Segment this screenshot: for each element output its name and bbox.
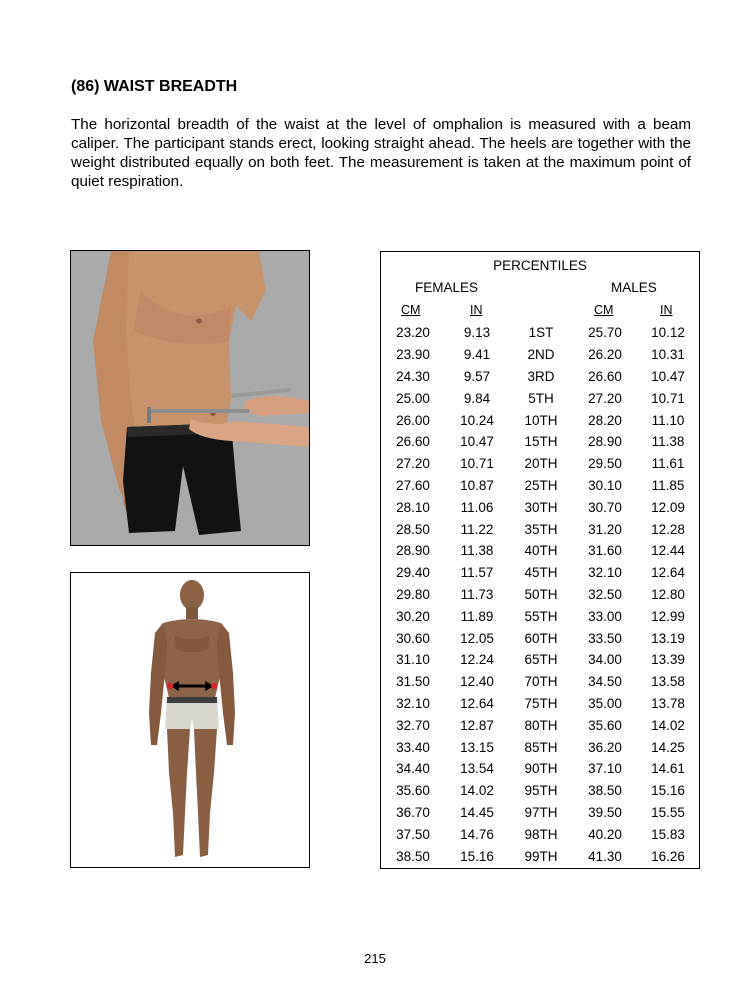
male-in-cell: 10.31 <box>651 347 685 363</box>
percentile-cell: 75TH <box>524 695 558 711</box>
female-in-cell: 11.38 <box>460 543 494 559</box>
male-in-cell: 11.38 <box>651 434 685 450</box>
female-in-cell: 12.64 <box>460 695 494 711</box>
percentile-cell: 15TH <box>524 434 558 450</box>
male-in-cell: 14.02 <box>651 717 685 733</box>
percentile-cell: 65TH <box>524 652 558 668</box>
male-in-cell: 10.47 <box>651 368 685 384</box>
male-cm-header: CM <box>594 303 614 317</box>
female-in-cell: 14.76 <box>460 826 494 842</box>
male-cm-cell: 36.20 <box>588 739 622 755</box>
percentile-cell: 25TH <box>524 477 558 493</box>
table-row <box>381 562 699 584</box>
male-cm-cell: 30.10 <box>588 477 622 493</box>
males-header: MALES <box>611 280 657 295</box>
female-cm-cell: 28.50 <box>396 521 430 537</box>
female-cm-header: CM <box>401 303 421 317</box>
male-in-cell: 13.58 <box>651 674 685 690</box>
female-cm-cell: 25.00 <box>396 390 430 406</box>
male-in-cell: 10.71 <box>651 390 685 406</box>
female-cm-cell: 23.20 <box>396 325 430 341</box>
female-cm-cell: 28.10 <box>396 499 430 515</box>
male-cm-cell: 32.50 <box>588 586 622 602</box>
male-cm-cell: 26.20 <box>588 347 622 363</box>
female-in-cell: 10.47 <box>460 434 494 450</box>
female-cm-cell: 24.30 <box>396 368 430 384</box>
male-cm-cell: 34.00 <box>588 652 622 668</box>
table-row <box>381 627 699 649</box>
male-cm-cell: 37.10 <box>588 761 622 777</box>
percentile-cell: 35TH <box>524 521 558 537</box>
male-in-cell: 15.16 <box>651 783 685 799</box>
male-in-cell: 13.19 <box>651 630 685 646</box>
male-in-cell: 12.64 <box>651 565 685 581</box>
female-cm-cell: 26.00 <box>396 412 430 428</box>
male-cm-cell: 28.90 <box>588 434 622 450</box>
table-row <box>381 845 699 867</box>
percentile-cell: 60TH <box>524 630 558 646</box>
female-in-cell: 10.87 <box>460 477 494 493</box>
female-cm-cell: 27.20 <box>396 456 430 472</box>
percentile-cell: 80TH <box>524 717 558 733</box>
page-number: 215 <box>364 951 386 966</box>
male-in-cell: 16.26 <box>651 848 685 864</box>
table-row <box>381 780 699 802</box>
table-row <box>381 431 699 453</box>
male-in-cell: 11.61 <box>651 456 685 472</box>
female-in-cell: 9.41 <box>463 347 491 363</box>
male-cm-cell: 30.70 <box>588 499 622 515</box>
table-row <box>381 693 699 715</box>
female-in-cell: 9.57 <box>463 368 491 384</box>
male-in-cell: 15.55 <box>651 804 685 820</box>
female-in-cell: 10.71 <box>460 456 494 472</box>
male-in-cell: 11.10 <box>651 412 685 428</box>
figure-illustration <box>70 572 310 868</box>
male-cm-cell: 27.20 <box>588 390 622 406</box>
female-in-cell: 11.06 <box>460 499 494 515</box>
table-row <box>381 605 699 627</box>
female-in-cell: 13.15 <box>460 739 494 755</box>
male-in-cell: 12.09 <box>651 499 685 515</box>
female-in-cell: 11.57 <box>460 565 494 581</box>
female-in-cell: 12.87 <box>460 717 494 733</box>
table-row <box>381 714 699 736</box>
male-in-cell: 12.80 <box>651 586 685 602</box>
female-cm-cell: 31.10 <box>396 652 430 668</box>
male-in-cell: 12.44 <box>651 543 685 559</box>
male-in-cell: 15.83 <box>651 826 685 842</box>
male-cm-cell: 25.70 <box>588 325 622 341</box>
male-in-header: IN <box>660 303 673 317</box>
male-in-cell: 14.25 <box>651 739 685 755</box>
male-cm-cell: 40.20 <box>588 826 622 842</box>
male-cm-cell: 28.20 <box>588 412 622 428</box>
male-in-cell: 10.12 <box>651 325 685 341</box>
measurement-photo <box>70 250 310 546</box>
percentile-cell: 3RD <box>527 368 555 384</box>
male-cm-cell: 35.00 <box>588 695 622 711</box>
percentile-cell: 30TH <box>524 499 558 515</box>
percentile-cell: 95TH <box>524 783 558 799</box>
measurement-description: The horizontal breadth of the waist at the level of omphalion is measured with a beam caliper. The participant stands erect, looking straight ahead. The heels are together with the weight distributed equally on both feet. The measurement is taken at the maximum point of quiet respiration. <box>71 116 691 190</box>
percentile-table <box>380 251 700 869</box>
female-cm-cell: 33.40 <box>396 739 430 755</box>
percentile-cell: 55TH <box>524 608 558 624</box>
percentile-cell: 45TH <box>524 565 558 581</box>
percentile-cell: 50TH <box>524 586 558 602</box>
table-row <box>381 758 699 780</box>
female-in-cell: 9.84 <box>463 390 491 406</box>
female-cm-cell: 34.40 <box>396 761 430 777</box>
female-in-cell: 14.45 <box>460 804 494 820</box>
table-row <box>381 366 699 388</box>
female-in-cell: 12.05 <box>460 630 494 646</box>
percentile-cell: 5TH <box>528 390 554 406</box>
female-in-cell: 11.89 <box>460 608 494 624</box>
female-cm-cell: 31.50 <box>396 674 430 690</box>
female-in-cell: 12.40 <box>460 674 494 690</box>
male-cm-cell: 32.10 <box>588 565 622 581</box>
table-row <box>381 409 699 431</box>
male-in-cell: 13.39 <box>651 652 685 668</box>
females-header: FEMALES <box>415 280 479 295</box>
female-cm-cell: 27.60 <box>396 477 430 493</box>
page-title: (86) WAIST BREADTH <box>71 78 238 95</box>
table-row <box>381 802 699 824</box>
table-row <box>381 584 699 606</box>
female-cm-cell: 30.20 <box>396 608 430 624</box>
male-in-cell: 14.61 <box>651 761 685 777</box>
male-in-cell: 12.99 <box>651 608 685 624</box>
male-cm-cell: 33.50 <box>588 630 622 646</box>
male-cm-cell: 41.30 <box>588 848 622 864</box>
female-in-cell: 11.22 <box>460 521 494 537</box>
female-in-cell: 9.13 <box>463 325 491 341</box>
table-row <box>381 387 699 409</box>
table-row <box>381 540 699 562</box>
female-in-cell: 10.24 <box>460 412 494 428</box>
female-cm-cell: 36.70 <box>396 804 430 820</box>
female-in-cell: 14.02 <box>460 783 494 799</box>
percentile-cell: 20TH <box>524 456 558 472</box>
female-in-header: IN <box>470 303 483 317</box>
table-row <box>381 496 699 518</box>
table-row <box>381 344 699 366</box>
table-row <box>381 671 699 693</box>
female-cm-cell: 32.10 <box>396 695 430 711</box>
male-in-cell: 13.78 <box>651 695 685 711</box>
female-cm-cell: 29.80 <box>396 586 430 602</box>
male-cm-cell: 31.60 <box>588 543 622 559</box>
male-cm-cell: 38.50 <box>588 783 622 799</box>
percentile-cell: 10TH <box>524 412 558 428</box>
table-row <box>381 823 699 845</box>
male-cm-cell: 35.60 <box>588 717 622 733</box>
female-in-cell: 13.54 <box>460 761 494 777</box>
male-in-cell: 12.28 <box>651 521 685 537</box>
female-cm-cell: 29.40 <box>396 565 430 581</box>
male-cm-cell: 34.50 <box>588 674 622 690</box>
male-in-cell: 11.85 <box>651 477 685 493</box>
female-cm-cell: 32.70 <box>396 717 430 733</box>
table-row <box>381 475 699 497</box>
female-in-cell: 12.24 <box>460 652 494 668</box>
male-cm-cell: 39.50 <box>588 804 622 820</box>
table-body <box>381 322 699 867</box>
male-cm-cell: 26.60 <box>588 368 622 384</box>
female-cm-cell: 35.60 <box>396 783 430 799</box>
female-in-cell: 15.16 <box>460 848 494 864</box>
female-cm-cell: 26.60 <box>396 434 430 450</box>
percentile-cell: 99TH <box>524 848 558 864</box>
table-row <box>381 322 699 344</box>
percentile-cell: 40TH <box>524 543 558 559</box>
male-cm-cell: 31.20 <box>588 521 622 537</box>
percentile-cell: 1ST <box>528 325 554 341</box>
female-cm-cell: 37.50 <box>396 826 430 842</box>
table-row <box>381 649 699 671</box>
female-in-cell: 11.73 <box>460 586 494 602</box>
percentile-cell: 85TH <box>524 739 558 755</box>
male-cm-cell: 33.00 <box>588 608 622 624</box>
percentile-cell: 97TH <box>524 804 558 820</box>
table-row <box>381 453 699 475</box>
percentile-cell: 70TH <box>524 674 558 690</box>
female-cm-cell: 38.50 <box>396 848 430 864</box>
percentile-cell: 2ND <box>527 347 555 363</box>
percentile-cell: 98TH <box>524 826 558 842</box>
female-cm-cell: 23.90 <box>396 347 430 363</box>
table-row <box>381 518 699 540</box>
percentile-cell: 90TH <box>524 761 558 777</box>
table-title: PERCENTILES <box>493 258 587 273</box>
female-cm-cell: 28.90 <box>396 543 430 559</box>
table-row <box>381 736 699 758</box>
male-cm-cell: 29.50 <box>588 456 622 472</box>
female-cm-cell: 30.60 <box>396 630 430 646</box>
